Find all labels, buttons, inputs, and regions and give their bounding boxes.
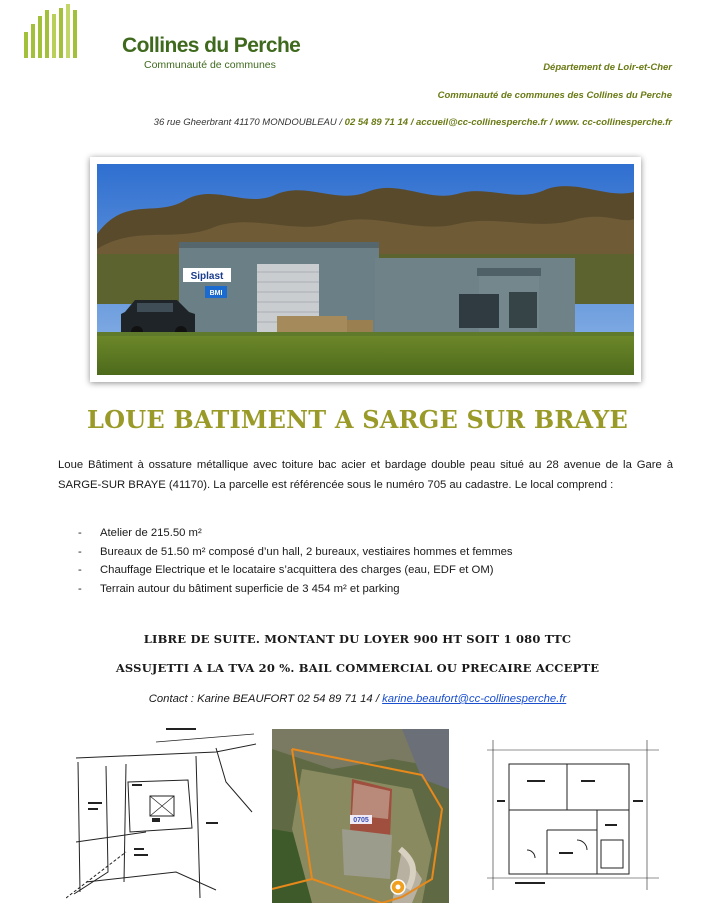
list-item: [58, 524, 513, 543]
bmi-sign: BMI: [209, 290, 223, 297]
list-item: [58, 580, 513, 599]
list-item: [58, 561, 513, 580]
cadastral-plan: [66, 722, 266, 902]
feature-heating: Chauffage Electrique et le locataire s’acquittera des charges (eau, EDF et OM): [100, 564, 494, 576]
lease-conditions: ASSUJETTI A LA TVA 20 %. BAIL COMMERCIAL OU PRECAIRE ACCEPTE: [115, 661, 600, 675]
contact-label: Contact : Karine BEAUFORT 02 54 89 71 14 /: [148, 693, 383, 705]
description: Loue Bâtiment à ossature métallique avec toiture bac acier et bardage double peau situé au 28 avenue de la Gare à SARGE-SUR BRAYE (41170). La parcelle est référencée sous le numéro 705 au cadastre. Le local comprend :: [58, 459, 673, 491]
header-phone: 02 54 89 71 14: [344, 117, 409, 128]
building-photo-image: [97, 164, 634, 375]
feature-offices: Bureaux de 51.50 m² composé d’un hall, 2 bureaux, vestiaires hommes et femmes: [100, 545, 513, 558]
header-contact-line: [154, 117, 672, 128]
aerial-map-image: [272, 729, 449, 903]
building-photo: [90, 157, 641, 382]
logo-name: Collines du Perche: [122, 34, 301, 57]
list-marker: -: [78, 527, 82, 539]
header-department: Département de Loir-et-Cher: [543, 62, 672, 73]
header-email-web: / accueil@cc-collinesperche.fr / www. cc-collinesperche.fr: [408, 117, 672, 128]
list-marker: -: [78, 564, 82, 576]
contact-line: [0, 693, 715, 705]
list-marker: -: [78, 545, 82, 558]
collines-du-perche-logo: [22, 2, 301, 74]
floor-plan-drawing: [487, 740, 659, 890]
logo-bars-icon: [22, 2, 82, 60]
aerial-parcel-map: [272, 729, 449, 903]
list-marker: -: [78, 582, 82, 595]
header-address: 36 rue Gheerbrant 41170 MONDOUBLEAU /: [153, 117, 345, 128]
page-title: LOUE BATIMENT A SARGE SUR BRAYE: [87, 405, 628, 434]
contact-email-link[interactable]: karine.beaufort@cc-collinesperche.fr: [382, 693, 567, 705]
features-list: [58, 524, 513, 598]
floor-plan: [487, 740, 659, 890]
cadastral-plan-drawing: [66, 722, 266, 902]
feature-land: Terrain autour du bâtiment superficie de 3 454 m² et parking: [100, 582, 400, 595]
availability-rent: LIBRE DE SUITE. MONTANT DU LOYER 900 HT SOIT 1 080 TTC: [143, 632, 572, 646]
siplast-sign: Siplast: [190, 271, 224, 282]
list-item: [58, 543, 513, 562]
logo-subtitle: Communauté de communes: [144, 59, 276, 71]
header-community: Communauté de communes des Collines du Perche: [437, 90, 672, 101]
parcel-number-label: 0705: [353, 817, 369, 824]
feature-workshop: Atelier de 215.50 m²: [100, 527, 202, 539]
